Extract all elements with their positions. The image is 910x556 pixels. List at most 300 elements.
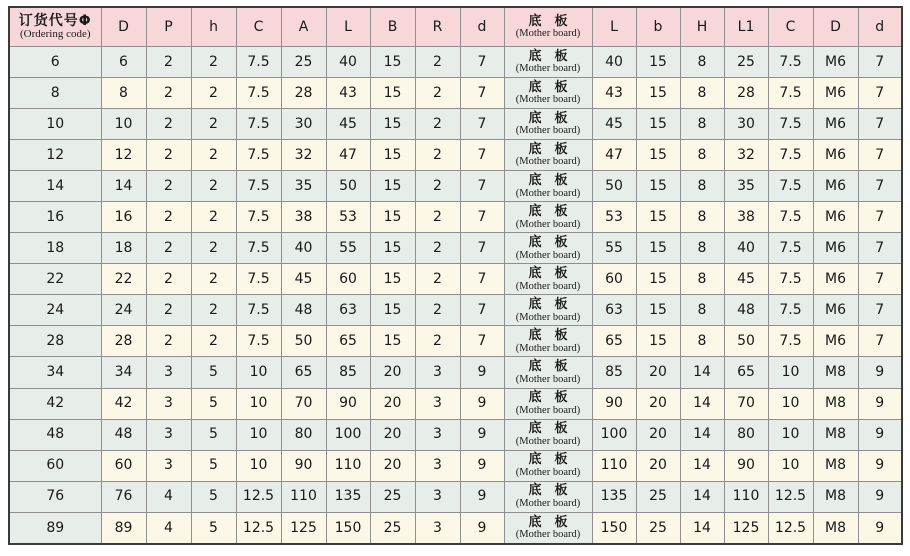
cell-value: 80 [724, 419, 768, 450]
cell-value: 70 [281, 388, 326, 419]
cell-value: 7 [460, 326, 504, 357]
cell-value: 47 [326, 140, 370, 171]
cell-value: 7 [460, 233, 504, 264]
cell-value: 135 [326, 481, 370, 512]
cell-value: 14 [680, 388, 724, 419]
cell-value: 12.5 [768, 512, 813, 544]
cell-value: 5 [191, 512, 236, 544]
cell-value: 15 [370, 140, 415, 171]
cell-mother-board [504, 233, 592, 264]
cell-mother-board [504, 450, 592, 481]
cell-value: 48 [281, 295, 326, 326]
cell-value: 2 [191, 295, 236, 326]
cell-value: 7 [858, 326, 902, 357]
cell-value: 28 [281, 78, 326, 109]
cell-ordering-code: 6 [9, 47, 101, 78]
cell-value: 43 [326, 78, 370, 109]
cell-value: 48 [724, 295, 768, 326]
mother-board-en: (Mother board) [515, 249, 581, 261]
cell-value: 7.5 [236, 47, 281, 78]
cell-value: 2 [415, 78, 460, 109]
cell-mother-board [504, 171, 592, 202]
cell-value: 40 [281, 233, 326, 264]
cell-value: 8 [680, 47, 724, 78]
cell-mother-board [504, 109, 592, 140]
cell-value: 40 [724, 233, 768, 264]
table-row [9, 233, 902, 264]
cell-value: 90 [326, 388, 370, 419]
cell-value: 9 [460, 388, 504, 419]
cell-value: 24 [101, 295, 146, 326]
cell-value: 2 [191, 78, 236, 109]
cell-ordering-code: 22 [9, 264, 101, 295]
cell-value: 150 [592, 512, 636, 544]
cell-value: 2 [191, 171, 236, 202]
cell-mother-board [504, 202, 592, 233]
cell-value: 2 [146, 326, 191, 357]
cell-value: 60 [326, 264, 370, 295]
cell-value: 2 [415, 47, 460, 78]
table-row [9, 47, 902, 78]
cell-value: 2 [191, 47, 236, 78]
cell-mother-board [504, 481, 592, 512]
cell-value: 60 [592, 264, 636, 295]
cell-value: 25 [636, 481, 680, 512]
cell-value: 3 [146, 419, 191, 450]
cell-value: 25 [281, 47, 326, 78]
cell-value: 85 [592, 357, 636, 388]
cell-ordering-code: 10 [9, 109, 101, 140]
header-mother-board-cjk: 底 板 [528, 13, 568, 29]
cell-value: 42 [101, 388, 146, 419]
mother-board-en: (Mother board) [515, 529, 581, 541]
cell-value: 7 [460, 202, 504, 233]
cell-value: 22 [101, 264, 146, 295]
cell-value: 48 [101, 419, 146, 450]
header-col-right-L1: L1 [724, 7, 768, 47]
cell-value: 8 [680, 264, 724, 295]
cell-value: 110 [592, 450, 636, 481]
header-col-B: B [370, 7, 415, 47]
cell-value: 7 [858, 109, 902, 140]
cell-value: 7 [858, 295, 902, 326]
cell-ordering-code: 18 [9, 233, 101, 264]
mother-board-cjk: 底 板 [528, 452, 568, 468]
cell-value: 18 [101, 233, 146, 264]
cell-value: 7.5 [768, 78, 813, 109]
cell-mother-board [504, 357, 592, 388]
cell-value: 15 [370, 264, 415, 295]
cell-value: 7.5 [236, 202, 281, 233]
cell-value: 8 [680, 109, 724, 140]
cell-value: 9 [858, 450, 902, 481]
cell-value: 16 [101, 202, 146, 233]
cell-value: 2 [146, 264, 191, 295]
cell-value: 55 [326, 233, 370, 264]
cell-value: 2 [191, 140, 236, 171]
cell-value: 10 [768, 357, 813, 388]
mother-board-cjk: 底 板 [528, 234, 568, 250]
cell-value: 7.5 [236, 171, 281, 202]
cell-mother-board [504, 264, 592, 295]
cell-value: 15 [636, 295, 680, 326]
mother-board-en: (Mother board) [515, 125, 581, 137]
cell-mother-board [504, 512, 592, 544]
cell-value: 50 [281, 326, 326, 357]
cell-value: 9 [858, 512, 902, 544]
header-col-D: D [101, 7, 146, 47]
header-col-right-b: b [636, 7, 680, 47]
cell-value: 3 [146, 388, 191, 419]
cell-value: 2 [415, 233, 460, 264]
header-col-R: R [415, 7, 460, 47]
cell-value: 32 [281, 140, 326, 171]
cell-value: 50 [724, 326, 768, 357]
header-col-P: P [146, 7, 191, 47]
mother-board-cjk: 底 板 [528, 328, 568, 344]
cell-value: 40 [326, 47, 370, 78]
header-col-right-C: C [768, 7, 813, 47]
header-col-C: C [236, 7, 281, 47]
cell-value: 15 [636, 171, 680, 202]
cell-value: 43 [592, 78, 636, 109]
cell-value: 15 [636, 202, 680, 233]
table-row [9, 202, 902, 233]
cell-value: M6 [813, 326, 858, 357]
mother-board-en: (Mother board) [515, 342, 581, 354]
cell-value: 7.5 [768, 295, 813, 326]
mother-board-cjk: 底 板 [528, 172, 568, 188]
mother-board-en: (Mother board) [515, 404, 581, 416]
cell-value: 2 [415, 326, 460, 357]
header-row [9, 7, 902, 47]
cell-value: 7 [858, 171, 902, 202]
cell-ordering-code: 48 [9, 419, 101, 450]
cell-value: 53 [592, 202, 636, 233]
cell-value: 9 [858, 419, 902, 450]
cell-value: 63 [592, 295, 636, 326]
cell-value: 8 [680, 202, 724, 233]
header-col-right-d: d [858, 7, 902, 47]
cell-value: 8 [680, 140, 724, 171]
cell-value: 2 [146, 295, 191, 326]
cell-value: 7.5 [768, 202, 813, 233]
cell-value: 45 [592, 109, 636, 140]
cell-value: 2 [146, 233, 191, 264]
cell-value: 28 [101, 326, 146, 357]
cell-value: 10 [236, 388, 281, 419]
cell-value: 20 [636, 419, 680, 450]
cell-value: 25 [370, 512, 415, 544]
cell-mother-board [504, 326, 592, 357]
cell-value: 150 [326, 512, 370, 544]
cell-value: 20 [636, 357, 680, 388]
cell-value: 4 [146, 481, 191, 512]
cell-mother-board [504, 419, 592, 450]
cell-value: 2 [415, 264, 460, 295]
mother-board-en: (Mother board) [515, 218, 581, 230]
cell-value: 10 [768, 419, 813, 450]
cell-value: 7 [460, 295, 504, 326]
cell-value: 47 [592, 140, 636, 171]
cell-value: 15 [370, 47, 415, 78]
mother-board-cjk: 底 板 [528, 141, 568, 157]
cell-value: 65 [592, 326, 636, 357]
cell-value: 7.5 [236, 326, 281, 357]
mother-board-cjk: 底 板 [528, 421, 568, 437]
cell-value: 28 [724, 78, 768, 109]
cell-value: 7 [460, 264, 504, 295]
cell-value: 7.5 [768, 264, 813, 295]
cell-value: 12.5 [768, 481, 813, 512]
cell-value: 55 [592, 233, 636, 264]
cell-value: 25 [370, 481, 415, 512]
header-col-h: h [191, 7, 236, 47]
mother-board-cjk: 底 板 [528, 48, 568, 64]
cell-value: M8 [813, 450, 858, 481]
table-row [9, 78, 902, 109]
cell-value: 15 [370, 202, 415, 233]
cell-value: 10 [101, 109, 146, 140]
cell-ordering-code: 16 [9, 202, 101, 233]
header-col-right-D: D [813, 7, 858, 47]
cell-value: 12 [101, 140, 146, 171]
cell-value: 7 [460, 78, 504, 109]
cell-value: 34 [101, 357, 146, 388]
cell-value: 7 [858, 233, 902, 264]
cell-value: M6 [813, 202, 858, 233]
cell-value: 90 [281, 450, 326, 481]
cell-value: 65 [326, 326, 370, 357]
cell-value: 50 [592, 171, 636, 202]
cell-value: 2 [146, 171, 191, 202]
cell-value: 3 [146, 357, 191, 388]
mother-board-en: (Mother board) [515, 63, 581, 75]
cell-value: 7 [858, 78, 902, 109]
cell-value: 38 [724, 202, 768, 233]
cell-ordering-code: 89 [9, 512, 101, 544]
cell-value: 7 [858, 202, 902, 233]
cell-value: 2 [191, 264, 236, 295]
header-ordering-code [9, 7, 101, 47]
cell-value: 9 [460, 450, 504, 481]
mother-board-en: (Mother board) [515, 373, 581, 385]
cell-value: 5 [191, 388, 236, 419]
cell-value: 7.5 [768, 109, 813, 140]
cell-value: 2 [415, 202, 460, 233]
mother-board-en: (Mother board) [515, 280, 581, 292]
cell-ordering-code: 34 [9, 357, 101, 388]
cell-value: 7.5 [236, 109, 281, 140]
cell-ordering-code: 42 [9, 388, 101, 419]
cell-value: 9 [858, 481, 902, 512]
cell-value: 25 [636, 512, 680, 544]
cell-value: 3 [146, 450, 191, 481]
spec-table [8, 6, 903, 545]
cell-value: 15 [370, 233, 415, 264]
cell-value: 8 [680, 171, 724, 202]
cell-mother-board [504, 78, 592, 109]
cell-value: 10 [768, 388, 813, 419]
cell-value: 7.5 [768, 140, 813, 171]
cell-value: M6 [813, 140, 858, 171]
cell-value: 15 [636, 78, 680, 109]
cell-value: M6 [813, 295, 858, 326]
cell-value: 15 [370, 326, 415, 357]
mother-board-cjk: 底 板 [528, 297, 568, 313]
cell-ordering-code: 12 [9, 140, 101, 171]
cell-value: 14 [680, 481, 724, 512]
cell-value: 125 [724, 512, 768, 544]
header-col-right-H: H [680, 7, 724, 47]
table-row [9, 109, 902, 140]
cell-value: 15 [636, 109, 680, 140]
cell-value: 125 [281, 512, 326, 544]
cell-value: 45 [326, 109, 370, 140]
cell-value: 7 [460, 109, 504, 140]
cell-value: 7 [460, 171, 504, 202]
cell-value: 15 [636, 140, 680, 171]
header-mother-board-en: (Mother board) [515, 28, 581, 40]
cell-value: 9 [460, 512, 504, 544]
header-col-A: A [281, 7, 326, 47]
cell-value: 9 [858, 388, 902, 419]
cell-value: 76 [101, 481, 146, 512]
cell-value: 2 [146, 202, 191, 233]
table-row [9, 264, 902, 295]
table-body [9, 47, 902, 545]
cell-value: 30 [281, 109, 326, 140]
table-row [9, 326, 902, 357]
cell-ordering-code: 8 [9, 78, 101, 109]
cell-value: 32 [724, 140, 768, 171]
cell-value: 14 [680, 450, 724, 481]
cell-value: M8 [813, 357, 858, 388]
cell-value: 2 [191, 233, 236, 264]
cell-value: 35 [724, 171, 768, 202]
cell-value: 5 [191, 357, 236, 388]
header-ordering-code-cjk: 订货代号Φ [18, 12, 92, 29]
cell-value: M8 [813, 481, 858, 512]
cell-value: 9 [858, 357, 902, 388]
cell-value: 100 [326, 419, 370, 450]
cell-value: 45 [281, 264, 326, 295]
cell-value: 85 [326, 357, 370, 388]
cell-value: 70 [724, 388, 768, 419]
cell-mother-board [504, 140, 592, 171]
cell-value: 3 [415, 512, 460, 544]
cell-value: 10 [236, 450, 281, 481]
cell-value: 2 [146, 140, 191, 171]
cell-value: 2 [191, 202, 236, 233]
cell-value: 50 [326, 171, 370, 202]
cell-value: 2 [146, 78, 191, 109]
cell-value: 14 [101, 171, 146, 202]
cell-value: 80 [281, 419, 326, 450]
cell-value: 8 [680, 78, 724, 109]
cell-value: 10 [236, 357, 281, 388]
header-mother-board [504, 7, 592, 47]
cell-value: 3 [415, 481, 460, 512]
cell-value: 20 [370, 357, 415, 388]
cell-ordering-code: 28 [9, 326, 101, 357]
cell-value: 35 [281, 171, 326, 202]
cell-mother-board [504, 295, 592, 326]
cell-value: 15 [636, 326, 680, 357]
cell-value: 7.5 [236, 233, 281, 264]
cell-value: 3 [415, 450, 460, 481]
cell-value: 7.5 [768, 47, 813, 78]
cell-value: 20 [370, 388, 415, 419]
mother-board-en: (Mother board) [515, 466, 581, 478]
cell-value: 8 [680, 326, 724, 357]
cell-value: 9 [460, 357, 504, 388]
cell-value: 3 [415, 388, 460, 419]
cell-value: 8 [101, 78, 146, 109]
cell-value: 6 [101, 47, 146, 78]
cell-value: 15 [636, 264, 680, 295]
cell-value: 9 [460, 419, 504, 450]
cell-value: 2 [146, 47, 191, 78]
cell-value: 3 [415, 419, 460, 450]
cell-value: 90 [724, 450, 768, 481]
cell-value: 15 [370, 295, 415, 326]
cell-value: 12.5 [236, 512, 281, 544]
cell-value: 10 [236, 419, 281, 450]
table-row [9, 140, 902, 171]
cell-value: M6 [813, 47, 858, 78]
cell-value: 7.5 [768, 326, 813, 357]
cell-value: 15 [370, 109, 415, 140]
table-row [9, 357, 902, 388]
cell-value: 89 [101, 512, 146, 544]
cell-value: 5 [191, 419, 236, 450]
cell-value: 2 [415, 140, 460, 171]
header-col-d: d [460, 7, 504, 47]
cell-mother-board [504, 47, 592, 78]
cell-value: 12.5 [236, 481, 281, 512]
cell-value: 65 [724, 357, 768, 388]
header-col-L: L [326, 7, 370, 47]
cell-value: 20 [370, 450, 415, 481]
cell-value: 53 [326, 202, 370, 233]
cell-value: 63 [326, 295, 370, 326]
cell-value: 15 [370, 78, 415, 109]
mother-board-en: (Mother board) [515, 187, 581, 199]
mother-board-en: (Mother board) [515, 94, 581, 106]
mother-board-cjk: 底 板 [528, 359, 568, 375]
cell-value: 7 [460, 140, 504, 171]
cell-value: 14 [680, 357, 724, 388]
cell-value: 7.5 [768, 171, 813, 202]
cell-value: 40 [592, 47, 636, 78]
header-col-right-L: L [592, 7, 636, 47]
mother-board-en: (Mother board) [515, 156, 581, 168]
cell-value: 110 [724, 481, 768, 512]
cell-value: 2 [415, 109, 460, 140]
cell-value: M8 [813, 388, 858, 419]
cell-ordering-code: 14 [9, 171, 101, 202]
mother-board-cjk: 底 板 [528, 483, 568, 499]
cell-value: 9 [460, 481, 504, 512]
cell-value: 2 [191, 109, 236, 140]
table-row [9, 512, 902, 544]
cell-ordering-code: 60 [9, 450, 101, 481]
table-row [9, 171, 902, 202]
cell-value: 7.5 [768, 233, 813, 264]
cell-value: 7 [858, 47, 902, 78]
mother-board-en: (Mother board) [515, 311, 581, 323]
